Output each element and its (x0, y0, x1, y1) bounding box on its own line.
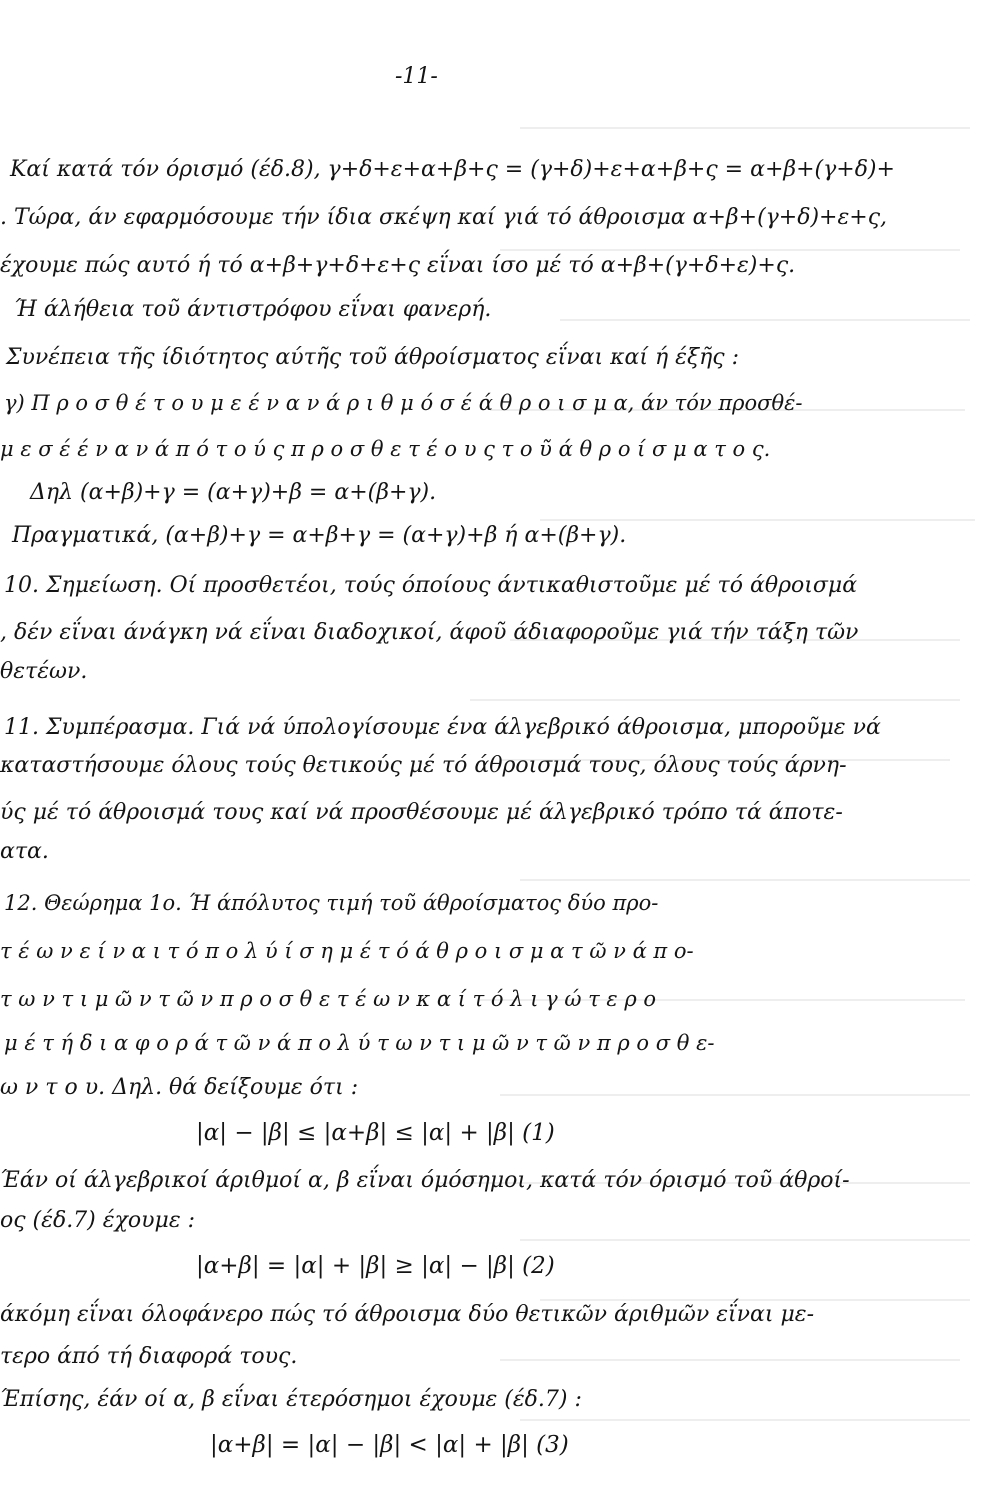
theorem-text: μ έ τ ή δ ι α φ ο ρ ά τ ῶ ν ά π ο λ ύ τ ω ν τ ι μ ῶ ν τ ῶ ν π ρ ο σ θ ε- (4, 1031, 715, 1055)
theorem-heading: 12. Θεώρημα 1ο. Ή άπόλυτος τιμή τοῦ άθροίσματος δύο προ- (4, 891, 659, 915)
text-line: ω ν τ ο υ. Δηλ. θά δείξουμε ότι : (0, 1075, 359, 1100)
property-statement: γ) Π ρ ο σ θ έ τ ο υ μ ε έ ν α ν ά ρ ι θ μ ό σ έ ά θ ρ ο ι σ μ α, άν τόν προσθέ- (4, 391, 803, 415)
text-line: Έπίσης, έάν οί α, β εΐναι έτερόσημοι έχουμε (έδ.7) : (0, 1387, 582, 1412)
text-line: έχουμε πώς αυτό ή τό α+β+γ+δ+ε+ς εΐναι ίσο μέ τό α+β+(γ+δ+ε)+ς. (0, 253, 796, 278)
text-line: ύς μέ τό άθροισμά τους καί νά προσθέσουμε μέ άλγεβρικό τρόπο τά άποτε- (0, 800, 843, 825)
equation-3: |α+β| = |α| − |β| < |α| + |β| (3) (210, 1432, 569, 1458)
page-number: -11- (395, 64, 438, 89)
text-line: Καί κατά τόν όρισμό (έδ.8), γ+δ+ε+α+β+ς = (γ+δ)+ε+α+β+ς = α+β+(γ+δ)+ (10, 157, 895, 182)
formula-line: Πραγματικά, (α+β)+γ = α+β+γ = (α+γ)+β ή α+(β+γ). (12, 523, 627, 548)
text-line: Έάν οί άλγεβρικοί άριθμοί α, β εΐναι όμόσημοι, κατά τόν όρισμό τοῦ άθροί- (0, 1168, 850, 1193)
theorem-text: τ ω ν τ ι μ ῶ ν τ ῶ ν π ρ ο σ θ ε τ έ ω ν κ α ί τ ό λ ι γ ώ τ ε ρ ο (0, 987, 657, 1011)
property-statement: μ ε σ έ έ ν α ν ά π ό τ ο ύ ς π ρ ο σ θ ε τ έ ο υ ς τ ο ῦ ά θ ρ ο ί σ μ α τ ο ς. (0, 437, 771, 461)
text-line: ατα. (0, 839, 49, 864)
text-line: . Τώρα, άν εφαρμόσουμε τήν ίδια σκέψη καί γιά τό άθροισμα α+β+(γ+δ)+ε+ς, (0, 205, 888, 230)
text-line: Συνέπεια τῆς ίδιότητος αύτῆς τοῦ άθροίσματος εΐναι καί ή έξῆς : (6, 345, 740, 370)
text-line: τερο άπό τή διαφορά τους. (0, 1344, 298, 1369)
text-line: ος (έδ.7) έχουμε : (0, 1208, 196, 1233)
text-line: Ή άλήθεια τοῦ άντιστρόφου εΐναι φανερή. (14, 297, 492, 322)
text-line: άκόμη εΐναι όλοφάνερο πώς τό άθροισμα δύο θετικῶν άριθμῶν εΐναι με- (0, 1302, 815, 1327)
note-heading: 10. Σημείωση. Οί προσθετέοι, τούς όποίους άντικαθιστοῦμε μέ τό άθροισμά (4, 573, 858, 598)
equation-2: |α+β| = |α| + |β| ≥ |α| − |β| (2) (196, 1253, 555, 1279)
theorem-text: τ έ ω ν ε ί ν α ι τ ό π ο λ ύ ί σ η μ έ τ ό ά θ ρ ο ι σ μ α τ ῶ ν ά π ο- (0, 939, 694, 963)
inequality-1: |α| − |β| ≤ |α+β| ≤ |α| + |β| (1) (196, 1120, 555, 1146)
conclusion-heading: 11. Συμπέρασμα. Γιά νά ύπολογίσουμε ένα άλγεβρικό άθροισμα, μποροῦμε νά (4, 715, 881, 740)
text-line: , δέν εΐναι άνάγκη νά εΐναι διαδοχικοί, άφοῦ άδιαφοροῦμε γιά τήν τάξη τῶν (0, 620, 859, 645)
text-line: καταστήσουμε όλους τούς θετικούς μέ τό άθροισμά τους, όλους τούς άρνη- (0, 753, 847, 778)
text-line: θετέων. (0, 659, 88, 684)
formula-line: Δηλ (α+β)+γ = (α+γ)+β = α+(β+γ). (30, 480, 437, 505)
